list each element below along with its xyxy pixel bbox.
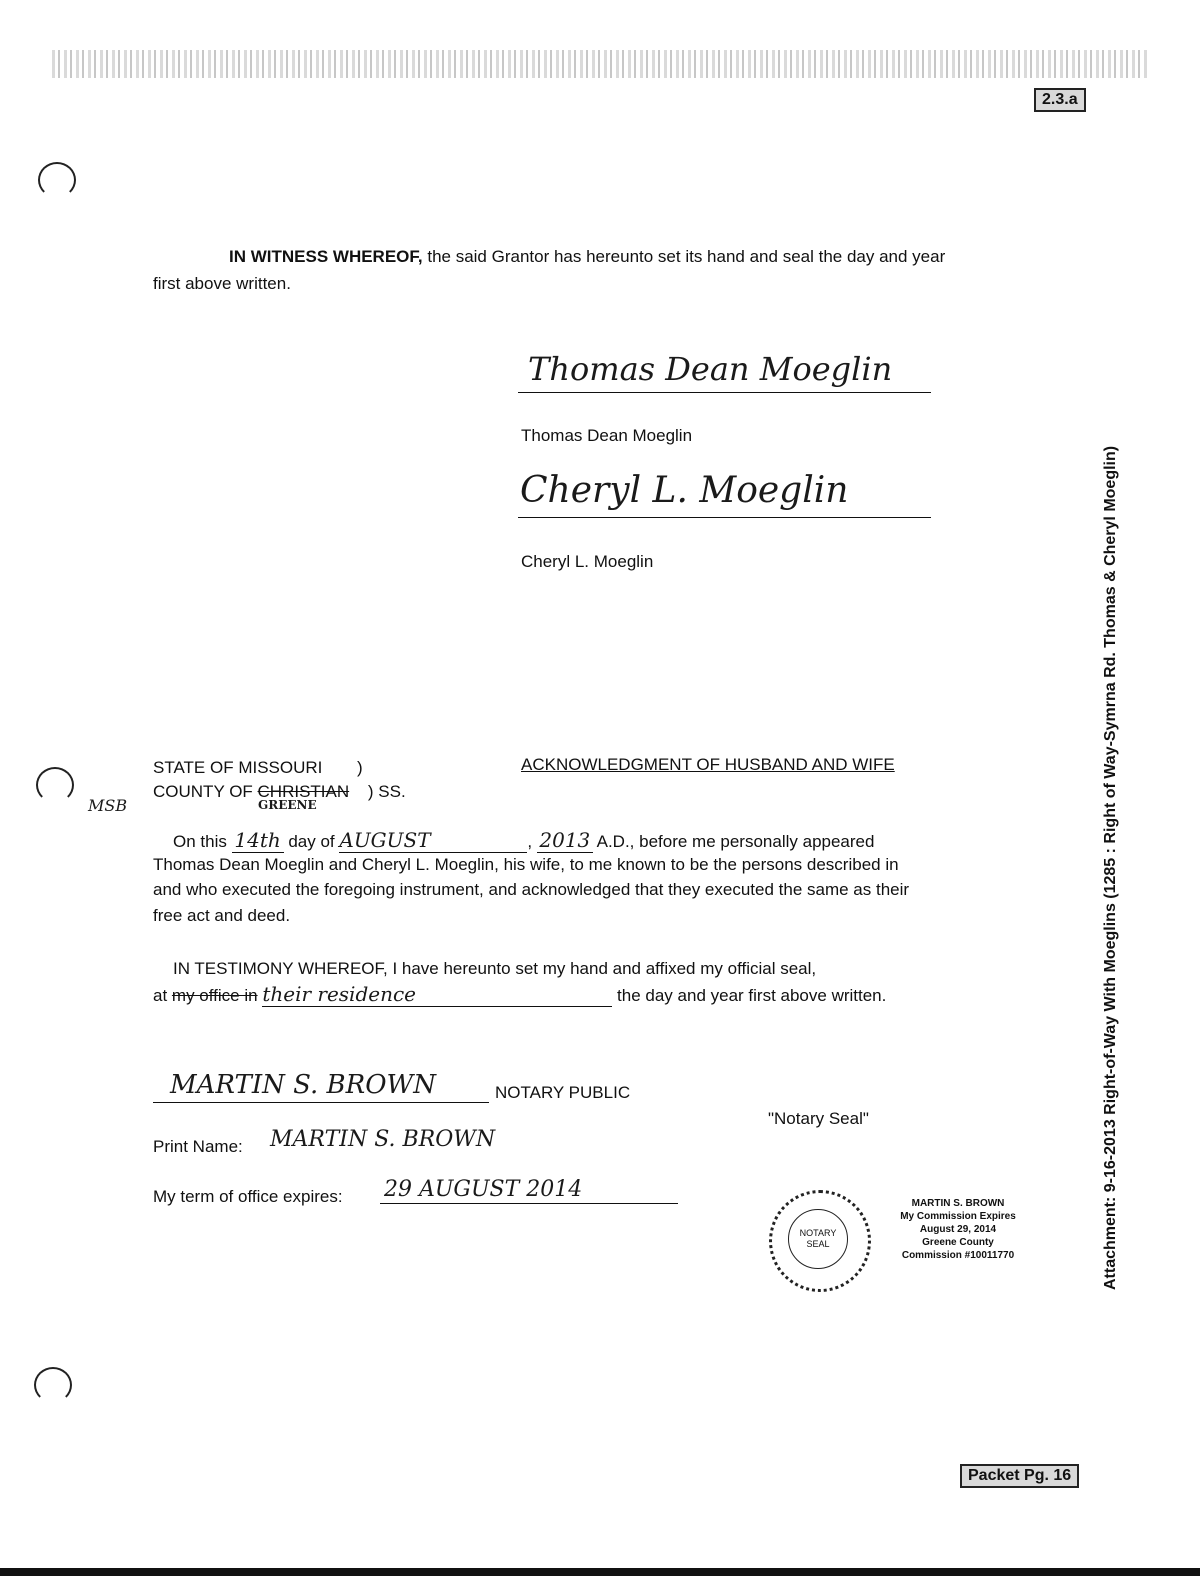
- ack-tail: A.D., before me personally appeared: [596, 832, 875, 851]
- venue-paren: ): [357, 758, 363, 777]
- packet-page-badge: Packet Pg. 16: [960, 1464, 1079, 1488]
- printed-name-thomas: Thomas Dean Moeglin: [521, 426, 693, 445]
- testimony-at: at: [153, 986, 172, 1005]
- term-line: [380, 1203, 678, 1204]
- county-ss: ) SS.: [367, 782, 406, 801]
- ack-line-4: free act and deed.: [153, 906, 291, 925]
- term-label: My term of office expires:: [153, 1187, 343, 1206]
- print-name-label: Print Name:: [153, 1137, 243, 1156]
- ack-month: AUGUST: [339, 828, 527, 853]
- venue-state: STATE OF MISSOURI: [153, 758, 323, 777]
- seal-info-name: MARTIN S. BROWN: [911, 1198, 1005, 1209]
- testimony-line-1: IN TESTIMONY WHEREOF, I have hereunto set my hand and affixed my official seal,: [173, 959, 817, 978]
- seal-info-block: [892, 1197, 1024, 1262]
- county-prefix: COUNTY OF: [153, 782, 258, 801]
- ack-line-2: Thomas Dean Moeglin and Cheryl L. Moeglin, his wife, to me known to be the persons described in: [153, 855, 899, 874]
- printed-name-cheryl: Cheryl L. Moeglin: [521, 552, 654, 571]
- notary-seal-stamp: [769, 1190, 871, 1292]
- binder-hole-top: [38, 162, 76, 198]
- testimony-struck: my office in: [171, 986, 258, 1005]
- print-name-value: MARTIN S. BROWN: [270, 1127, 496, 1152]
- testimony-written: their residence: [262, 982, 612, 1007]
- notary-signature-line: [153, 1102, 489, 1103]
- witness-lead: IN WITNESS WHEREOF,: [229, 247, 423, 266]
- bottom-edge: [0, 1568, 1200, 1576]
- ack-year: 2013: [537, 828, 593, 853]
- binder-hole-bottom: [34, 1367, 72, 1403]
- seal-info-county: Greene County: [922, 1237, 994, 1248]
- signature-line-2: [518, 517, 931, 518]
- signature-cheryl: Cheryl L. Moeglin: [520, 470, 849, 511]
- county-struck: CHRISTIAN: [257, 782, 350, 801]
- term-value: 29 AUGUST 2014: [384, 1177, 583, 1202]
- signature-line-1: [518, 392, 931, 393]
- testimony-tail: the day and year first above written.: [617, 986, 887, 1005]
- seal-info-expires-date: August 29, 2014: [919, 1224, 997, 1235]
- ack-title: ACKNOWLEDGMENT OF HUSBAND AND WIFE: [521, 755, 895, 774]
- notary-signature: MARTIN S. BROWN: [170, 1070, 437, 1100]
- seal-center-top: NOTARY: [799, 1228, 837, 1238]
- witness-rest: the said Grantor has hereunto set its hand and seal the day and year: [422, 247, 946, 266]
- binder-hole-middle: [36, 767, 74, 803]
- ack-line-1: On this 14th day of AUGUST , 2013 A.D., before me personally appeared: [173, 828, 875, 852]
- witness-line-1: [229, 245, 945, 269]
- seal-center: [788, 1209, 848, 1269]
- attachment-side-note: Attachment: 9-16-2013 Right-of-Way With Moeglins (1285 : Right of Way-Symrna Rd. Thomas & Cheryl Moeglin): [1102, 445, 1119, 1290]
- ack-on-this: On this: [173, 832, 227, 851]
- testimony-line-2: [153, 982, 886, 1008]
- ack-line-3: and who executed the foregoing instrument, and acknowledged that they executed the same as their: [153, 880, 910, 899]
- seal-center-bottom: SEAL: [806, 1239, 830, 1249]
- seal-info-commission: Commission #10011770: [901, 1250, 1015, 1261]
- county-handwritten: GREENE: [258, 798, 317, 812]
- notary-seal-label: "Notary Seal": [768, 1109, 869, 1128]
- scan-noise-band: [52, 50, 1147, 78]
- ack-day-of: day of: [288, 832, 335, 851]
- page-badge: 2.3.a: [1034, 88, 1086, 112]
- signature-thomas: Thomas Dean Moeglin: [528, 350, 893, 388]
- notary-title: NOTARY PUBLIC: [495, 1083, 631, 1102]
- margin-initials: MSB: [88, 796, 128, 815]
- witness-line-2: first above written.: [153, 274, 291, 293]
- ack-day: 14th: [232, 828, 284, 853]
- seal-info-expires-label: My Commission Expires: [900, 1211, 1016, 1222]
